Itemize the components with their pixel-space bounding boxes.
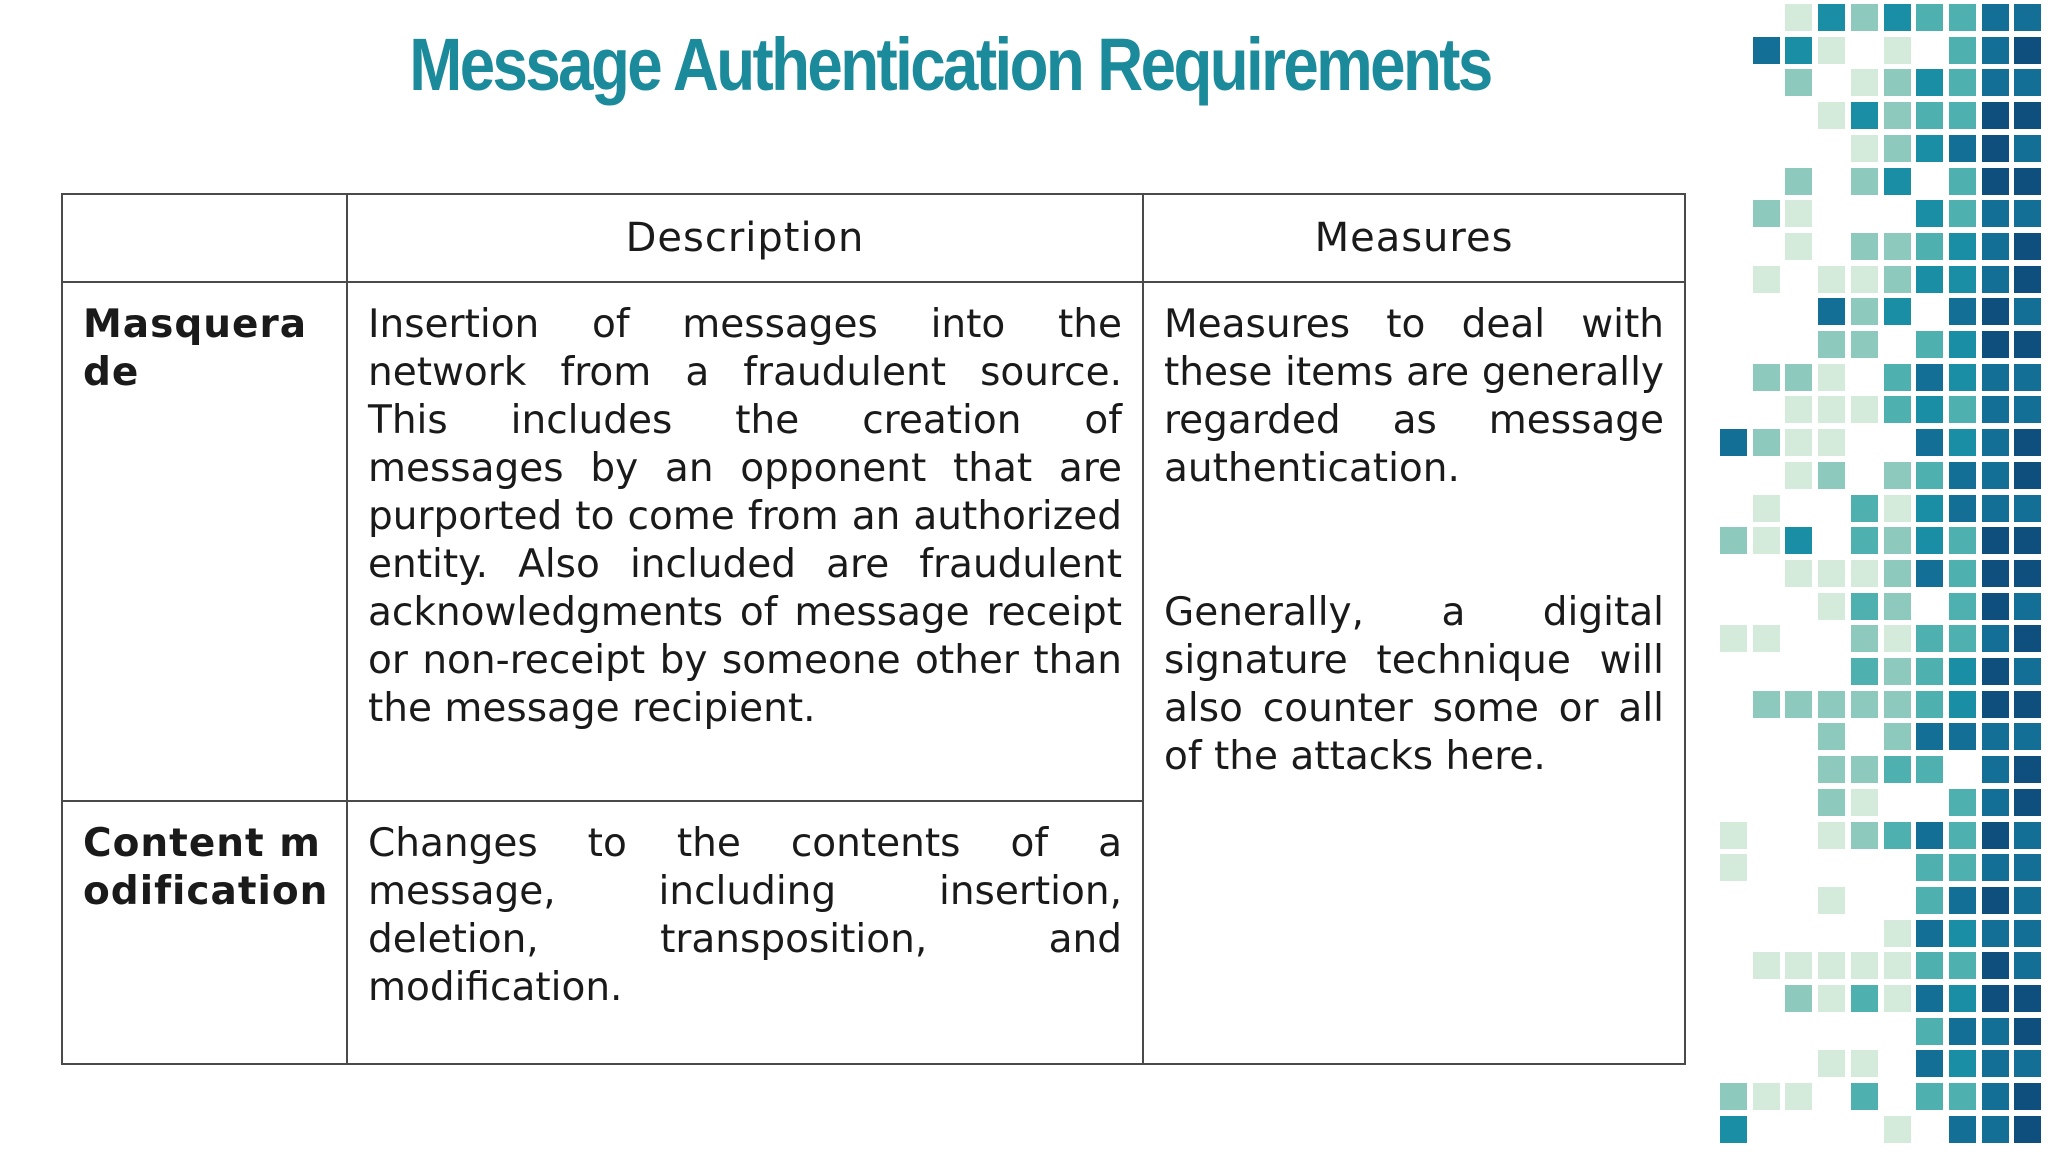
mosaic-tile [1916,756,1943,783]
mosaic-tile [1982,789,2009,816]
mosaic-tile [2014,756,2041,783]
mosaic-tile [2014,691,2041,718]
measures-cell [1143,282,1685,1064]
mosaic-tile [1982,168,2009,195]
mosaic-tile [1916,135,1943,162]
mosaic-tile [1982,887,2009,914]
mosaic-tile [1851,985,1878,1012]
mosaic-tile [1949,560,1976,587]
mosaic-tile [1982,462,2009,489]
mosaic-tile [2014,658,2041,685]
mosaic-tile [1949,495,1976,522]
mosaic-tile [1720,854,1747,881]
mosaic-tile [2014,560,2041,587]
mosaic-tile [1818,331,1845,358]
mosaic-tile [1884,4,1911,31]
mosaic-tile [1884,396,1911,423]
mosaic-tile [1818,723,1845,750]
mosaic-tile [1982,527,2009,554]
row-description-masquerade: Insertion of messages into the network from a fraudulent source. This includes the creation of messages by an opponent that are purported to come from an authorized entity. Also included are fraudulent acknowledgments of message receipt or non-receipt by someone other than the message recipient. [347,282,1143,801]
mosaic-tile [1818,429,1845,456]
mosaic-tile [1916,822,1943,849]
mosaic-tile [2014,1018,2041,1045]
mosaic-tile [1949,331,1976,358]
mosaic-tile [1851,298,1878,325]
mosaic-tile [1785,560,1812,587]
mosaic-tile [1949,952,1976,979]
mosaic-tile [2014,462,2041,489]
mosaic-tile [1851,593,1878,620]
mosaic-tile [1982,952,2009,979]
mosaic-tile [1916,1083,1943,1110]
mosaic-tile [1884,462,1911,489]
mosaic-tile [1884,102,1911,129]
mosaic-tile [2014,69,2041,96]
mosaic-tile [1949,723,1976,750]
row-name-masquerade: Masquerade [62,282,347,801]
mosaic-tile [1851,331,1878,358]
mosaic-tile [1785,233,1812,260]
mosaic-tile [1818,462,1845,489]
mosaic-tile [1916,723,1943,750]
mosaic-tile [2014,364,2041,391]
mosaic-tile [1884,723,1911,750]
mosaic-tile [1785,985,1812,1012]
mosaic-tile [1884,756,1911,783]
mosaic-tile [1982,723,2009,750]
mosaic-tile [1982,560,2009,587]
mosaic-tile [1884,920,1911,947]
decorative-mosaic [1720,4,2048,1152]
mosaic-tile [2014,887,2041,914]
mosaic-tile [1884,37,1911,64]
mosaic-tile [2014,985,2041,1012]
mosaic-tile [1785,4,1812,31]
mosaic-tile [1753,1083,1780,1110]
mosaic-tile [1916,527,1943,554]
mosaic-tile [1982,298,2009,325]
mosaic-tile [1949,822,1976,849]
mosaic-tile [1851,658,1878,685]
mosaic-tile [1720,1116,1747,1143]
mosaic-tile [2014,429,2041,456]
mosaic-tile [1818,560,1845,587]
mosaic-tile [1949,266,1976,293]
mosaic-tile [1818,396,1845,423]
mosaic-tile [1916,331,1943,358]
mosaic-tile [1949,135,1976,162]
mosaic-tile [1851,1050,1878,1077]
mosaic-tile [1982,429,2009,456]
mosaic-tile [2014,854,2041,881]
mosaic-tile [1851,102,1878,129]
mosaic-tile [1785,37,1812,64]
header-description: Description [347,194,1143,282]
mosaic-tile [1949,396,1976,423]
mosaic-tile [2014,4,2041,31]
mosaic-tile [1982,102,2009,129]
mosaic-tile [1785,364,1812,391]
mosaic-tile [1916,887,1943,914]
mosaic-tile [1982,4,2009,31]
mosaic-tile [1785,429,1812,456]
mosaic-tile [1818,102,1845,129]
mosaic-tile [1818,691,1845,718]
mosaic-tile [1949,658,1976,685]
mosaic-tile [1818,887,1845,914]
mosaic-tile [1982,364,2009,391]
mosaic-tile [2014,37,2041,64]
mosaic-tile [1851,1083,1878,1110]
mosaic-tile [1720,527,1747,554]
mosaic-tile [1916,233,1943,260]
mosaic-tile [1851,625,1878,652]
mosaic-tile [1818,756,1845,783]
mosaic-tile [1949,364,1976,391]
mosaic-tile [1884,69,1911,96]
slide-title: Message Authentication Requirements [409,23,1491,106]
mosaic-tile [1982,69,2009,96]
row-description-content-modification: Changes to the contents of a message, including insertion, deletion, transposition, and modification. [347,801,1143,1064]
mosaic-tile [1884,364,1911,391]
mosaic-tile [1916,952,1943,979]
mosaic-tile [1785,396,1812,423]
mosaic-tile [1949,233,1976,260]
mosaic-tile [1916,462,1943,489]
mosaic-tile [1851,135,1878,162]
mosaic-tile [1982,331,2009,358]
mosaic-tile [1753,691,1780,718]
mosaic-tile [1818,985,1845,1012]
mosaic-tile [1982,1116,2009,1143]
mosaic-tile [2014,789,2041,816]
mosaic-tile [1982,625,2009,652]
mosaic-tile [1753,37,1780,64]
mosaic-tile [1753,527,1780,554]
mosaic-tile [1949,593,1976,620]
mosaic-tile [2014,396,2041,423]
mosaic-tile [1949,887,1976,914]
mosaic-tile [1982,1083,2009,1110]
mosaic-tile [1720,625,1747,652]
mosaic-tile [1982,495,2009,522]
mosaic-tile [2014,593,2041,620]
mosaic-tile [2014,200,2041,227]
mosaic-tile [2014,1083,2041,1110]
mosaic-tile [1949,920,1976,947]
table-row [62,282,1685,801]
mosaic-tile [1818,266,1845,293]
mosaic-tile [1982,1050,2009,1077]
mosaic-tile [2014,1116,2041,1143]
mosaic-tile [1884,593,1911,620]
mosaic-tile [1949,691,1976,718]
mosaic-tile [2014,298,2041,325]
row-name-content-modification: Content modification [62,801,347,1064]
mosaic-tile [1982,593,2009,620]
mosaic-tile [1916,658,1943,685]
mosaic-tile [1851,4,1878,31]
mosaic-tile [1949,102,1976,129]
mosaic-tile [1851,527,1878,554]
mosaic-tile [1884,233,1911,260]
mosaic-tile [1949,789,1976,816]
mosaic-tile [1884,691,1911,718]
mosaic-tile [1949,168,1976,195]
mosaic-tile [1949,1116,1976,1143]
mosaic-tile [1753,952,1780,979]
mosaic-tile [2014,625,2041,652]
mosaic-tile [1753,266,1780,293]
mosaic-tile [1884,298,1911,325]
mosaic-tile [1753,495,1780,522]
mosaic-tile [1884,168,1911,195]
mosaic-tile [1982,822,2009,849]
mosaic-tile [1916,396,1943,423]
mosaic-tile [1884,495,1911,522]
mosaic-tile [1916,691,1943,718]
mosaic-tile [2014,102,2041,129]
mosaic-tile [1753,625,1780,652]
mosaic-tile [1949,1018,1976,1045]
mosaic-tile [1982,233,2009,260]
mosaic-tile [1720,429,1747,456]
mosaic-tile [1785,69,1812,96]
mosaic-tile [1916,364,1943,391]
mosaic-tile [1916,102,1943,129]
mosaic-tile [1753,364,1780,391]
mosaic-tile [1818,364,1845,391]
header-empty [62,194,347,282]
mosaic-tile [1884,1116,1911,1143]
requirements-table [61,193,1686,1065]
mosaic-tile [1916,429,1943,456]
mosaic-tile [1884,822,1911,849]
mosaic-tile [1949,37,1976,64]
mosaic-tile [1884,985,1911,1012]
mosaic-tile [1851,789,1878,816]
mosaic-tile [1851,168,1878,195]
mosaic-tile [1818,4,1845,31]
mosaic-tile [1949,1050,1976,1077]
mosaic-tile [2014,168,2041,195]
mosaic-tile [1785,200,1812,227]
mosaic-tile [1916,920,1943,947]
mosaic-tile [1916,200,1943,227]
mosaic-tile [1818,1050,1845,1077]
mosaic-tile [1982,135,2009,162]
mosaic-tile [1949,429,1976,456]
mosaic-tile [1818,789,1845,816]
mosaic-tile [1949,200,1976,227]
mosaic-tile [1982,756,2009,783]
mosaic-tile [1851,495,1878,522]
mosaic-tile [1916,4,1943,31]
mosaic-tile [1851,266,1878,293]
mosaic-tile [1916,1018,1943,1045]
mosaic-tile [2014,495,2041,522]
mosaic-tile [2014,233,2041,260]
mosaic-tile [2014,920,2041,947]
mosaic-tile [1884,527,1911,554]
mosaic-tile [1851,756,1878,783]
mosaic-tile [2014,135,2041,162]
mosaic-tile [1851,69,1878,96]
mosaic-tile [1982,920,2009,947]
mosaic-tile [2014,822,2041,849]
table-header-row [62,194,1685,282]
mosaic-tile [2014,331,2041,358]
mosaic-tile [1949,298,1976,325]
mosaic-tile [1851,233,1878,260]
mosaic-tile [1753,200,1780,227]
mosaic-tile [1818,37,1845,64]
mosaic-tile [1851,691,1878,718]
mosaic-tile [1851,952,1878,979]
mosaic-tile [1916,854,1943,881]
mosaic-tile [2014,952,2041,979]
mosaic-tile [1949,462,1976,489]
mosaic-tile [1851,396,1878,423]
mosaic-tile [1785,462,1812,489]
mosaic-tile [1982,1018,2009,1045]
mosaic-tile [1982,266,2009,293]
mosaic-tile [1851,560,1878,587]
mosaic-tile [1884,560,1911,587]
mosaic-tile [1916,625,1943,652]
mosaic-tile [1916,266,1943,293]
mosaic-tile [1785,168,1812,195]
mosaic-tile [1851,822,1878,849]
mosaic-tile [1916,495,1943,522]
mosaic-tile [1949,4,1976,31]
mosaic-tile [1949,625,1976,652]
mosaic-tile [1818,822,1845,849]
mosaic-tile [1982,658,2009,685]
mosaic-tile [1916,560,1943,587]
measures-paragraph-2: Generally, a digital signature technique will also counter some or all of the attacks here. [1164,590,1664,780]
measures-paragraph-1: Measures to deal with these items are generally regarded as message authentication. [1164,302,1664,492]
mosaic-tile [2014,266,2041,293]
header-measures: Measures [1143,194,1685,282]
mosaic-tile [1982,691,2009,718]
mosaic-tile [1818,952,1845,979]
mosaic-tile [1785,527,1812,554]
mosaic-tile [1785,1083,1812,1110]
mosaic-tile [1785,952,1812,979]
mosaic-tile [1720,822,1747,849]
mosaic-tile [2014,1050,2041,1077]
mosaic-tile [1916,1050,1943,1077]
mosaic-tile [1720,1083,1747,1110]
mosaic-tile [1982,854,2009,881]
mosaic-tile [1884,266,1911,293]
mosaic-tile [1949,985,1976,1012]
mosaic-tile [1884,952,1911,979]
mosaic-tile [1818,593,1845,620]
mosaic-tile [1916,985,1943,1012]
mosaic-tile [1982,37,2009,64]
mosaic-tile [1949,1083,1976,1110]
mosaic-tile [1753,429,1780,456]
mosaic-tile [1982,396,2009,423]
mosaic-tile [1916,69,1943,96]
mosaic-tile [1949,69,1976,96]
mosaic-tile [1982,985,2009,1012]
mosaic-tile [1884,658,1911,685]
mosaic-tile [1982,200,2009,227]
mosaic-tile [1949,527,1976,554]
mosaic-tile [1884,625,1911,652]
mosaic-tile [2014,723,2041,750]
mosaic-tile [1818,298,1845,325]
mosaic-tile [1949,854,1976,881]
mosaic-tile [1785,691,1812,718]
mosaic-tile [2014,527,2041,554]
mosaic-tile [1884,135,1911,162]
